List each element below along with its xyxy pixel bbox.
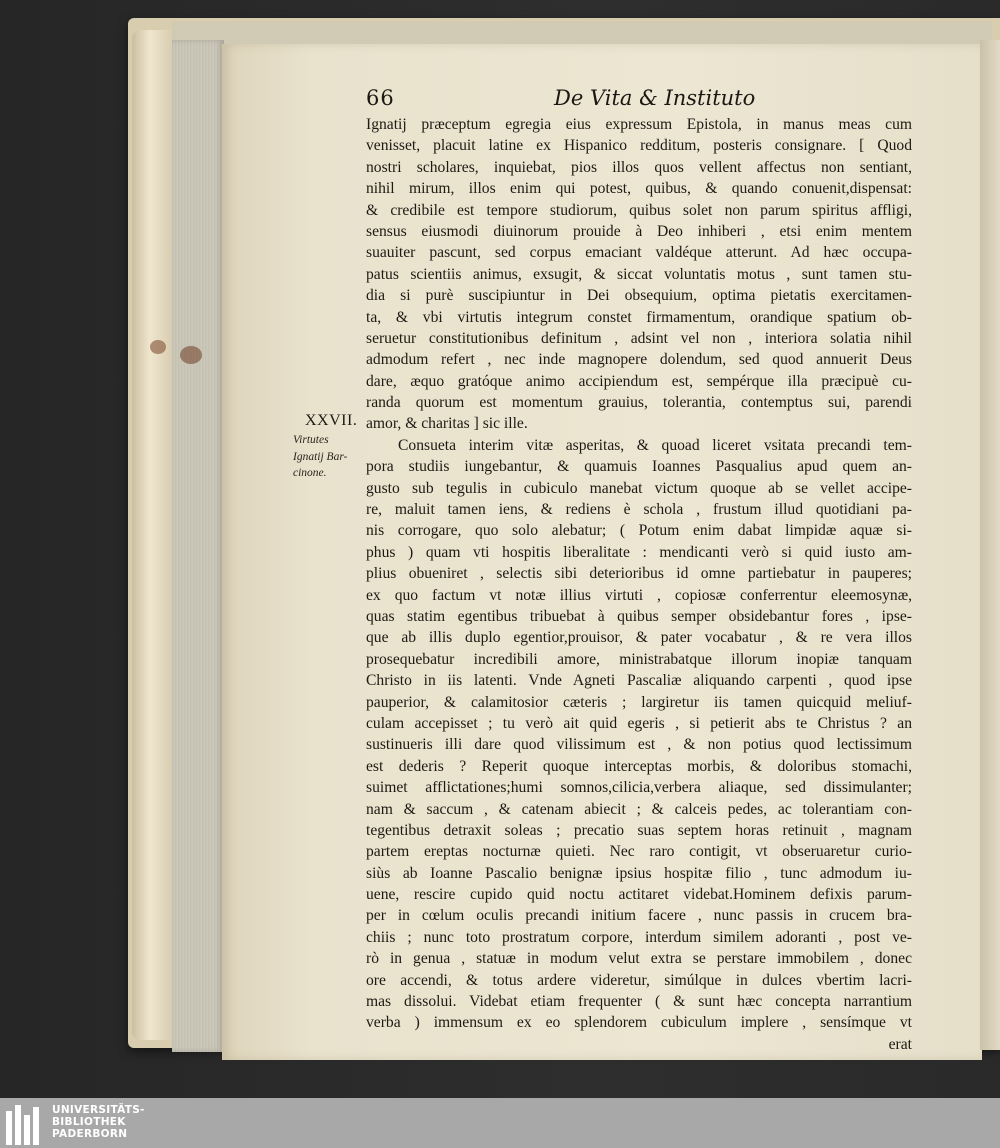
book-spine [132,30,172,1040]
text-line: uene, rescire cupido quid noctu actitaret videbat.Hominem defixis parum- [366,886,912,904]
text-line: phus ) quam vti hospitis liberalitate : mendicanti verò si quid iusto am- [366,543,912,561]
text-line: sensus eiusmodi diuinorum prouide à Deo inhiberi , etsi enim mentem [366,222,912,240]
text-line: randa quorum est momentum grauius, tolerantia, contemptus sui, parendi [366,394,912,412]
text-line: nam & saccum , & catenam abiecit ; & calceis pedes, ac tolerantiam con- [366,800,912,818]
text-line: venisset, placuit latine ex Hispanico redditum, posteris consignare. [ Quod [366,137,912,155]
text-line: nostri scholares, inquiebat, pios illos quos vellent affectus non sentiant, [366,158,912,176]
text-line: quas statim egentibus tribuebat à quibus semper obsidebantur fores , ipse- [366,607,912,625]
margin-section-number: XXVII. [305,412,358,429]
text-line: pauperior, & calamitosior cæteris ; largiretur iis tamen quicquid meliuf- [366,693,912,711]
text-line: seruetur constitutionibus definitum , adsint vel non , interiora solatia nihil [366,329,912,347]
text-line: ta, & vbi virtutis integrum constet firmamentum, orandique spatium ob- [366,308,912,326]
text-line: verba ) immensum ex eo splendorem cubiculum implere , sensímque vt [366,1014,912,1032]
body-text [366,114,912,1055]
text-line: Ignatij præceptum egregia eius expressum Epistola, in manus meas cum [366,116,912,133]
catchword: erat [888,1035,912,1053]
text-line: nihil mirum, illos enim qui potest, quibus, & quando conuenit,dispensat: [366,180,912,198]
margin-note-line: Virtutes [293,434,329,446]
text-line: admodum refert , nec inde magnopere dolendum, sed quod annuerit Deus [366,351,912,369]
text-line: sustinueris illi dare quod vilissimum est , & non potius quod lectissimum [366,736,912,754]
text-line: mas dissolui. Videbat etiam frequenter ( & sunt hæc concepta narrantium [366,993,912,1011]
text-line: Christo in iis latenti. Vnde Agneti Pascaliæ aliquando carpenti , quod ipse [366,672,912,690]
text-line: culam accepisset ; tu verò ait quid egeris , si petierit abs te Christus ? an [366,714,912,732]
footer-bar [0,1098,1000,1148]
text-line: ex quo factum vt notæ illius virtuti , copiosæ conferrentur eleemosynæ, [366,586,912,604]
page-number: 66 [366,86,395,110]
text-line: est dederis ? Reperit quoque interceptas morbis, & doloribus stomachi, [366,757,912,775]
text-line: nis corrogare, quo solo alebatur; ( Potum enim dabat limpidæ aquæ si- [366,522,912,540]
paragraph-start-line: Consueta interim vitæ asperitas, & quoad liceret vsitata precandi tem- [398,436,912,454]
text-line: chiis ; nunc toto prostratum corpore, interdum similem adoranti , post ve- [366,928,912,946]
text-line: que ab illis duplo egentior,prouisor, & pater vocabatur , & re vera illos [366,629,912,647]
library-name-line: BIBLIOTHEK [52,1116,126,1128]
paper-stain [150,340,166,354]
text-line: amor, & charitas ] sic ille. [366,415,528,433]
page-stack-top-edge [172,22,992,46]
margin-note [293,432,363,482]
text-line: per in cœlum oculis precandi initium facere , nunc passis in crucem bra- [366,907,912,925]
margin-note-line: cinone. [293,467,327,479]
library-name-line: PADERBORN [52,1128,128,1140]
text-line: prosequebatur incredibili amore, ministrabatque illorum inopiæ tanquam [366,650,912,668]
paper-stain [180,346,202,364]
text-line: tegentibus detraxit soleas ; precatio suas septem horas retinuit , magnam [366,821,912,839]
text-line: plius obueniret , selectis sibi deterioribus id omne partiebatur in pauperes; [366,565,912,583]
text-line: ore accendi, & totus ardere videretur, simúlque in dulces vbertim lacri- [366,971,912,989]
text-line: & credibile est tempore studiorum, quibus solet non parum spiritus affligi, [366,201,912,219]
text-line: patus scientiis animus, exsugit, & siccat voluntatis motus , sunt tamen stu- [366,265,912,283]
text-line: pora studiis iungebantur, & quamuis Ioannes Pasqualius apud quem an- [366,458,912,476]
page-right-edge [980,40,1000,1050]
page-header [366,86,911,114]
running-title: De Vita & Instituto [554,86,756,110]
text-line: dia si purè suscipiuntur in Dei obsequium, optima pietatis exercitamen- [366,287,912,305]
text-line: dare, æquo gratóque animo accipiendum est, sempérque illa præcipuè cu- [366,372,912,390]
library-name [52,1104,145,1140]
text-line: rò in genua , statuæ in modum velut extra se perstare immobilem , donec [366,950,912,968]
text-line: gusto sub tegulis in cubiculo manebat victum quoque ab se vellet accipe- [366,479,912,497]
page-stack-edges [172,40,224,1052]
text-line: suimet afflictationes;humi somnos,cilicia,verbera aliaque, sed dissimulanter; [366,779,912,797]
text-line: siùs ab Ioanne Pascalio benignæ ipsius hospitæ filio , tunc admodum iu- [366,864,912,882]
text-line: suauiter pascunt, sed corpus emaciant valdéque atterunt. Ad hæc occupa- [366,244,912,262]
library-bars-logo-icon [6,1103,46,1145]
text-line: partem ereptas nocturnæ quieti. Nec raro contigit, vt obseruaretur curio- [366,843,912,861]
margin-note-line: Ignatij Bar- [293,450,348,463]
text-line: re, maluit tamen iens, & rediens è schola , frustum illud quotidiani pa- [366,501,912,519]
library-name-line: UNIVERSITÄTS- [52,1104,145,1116]
